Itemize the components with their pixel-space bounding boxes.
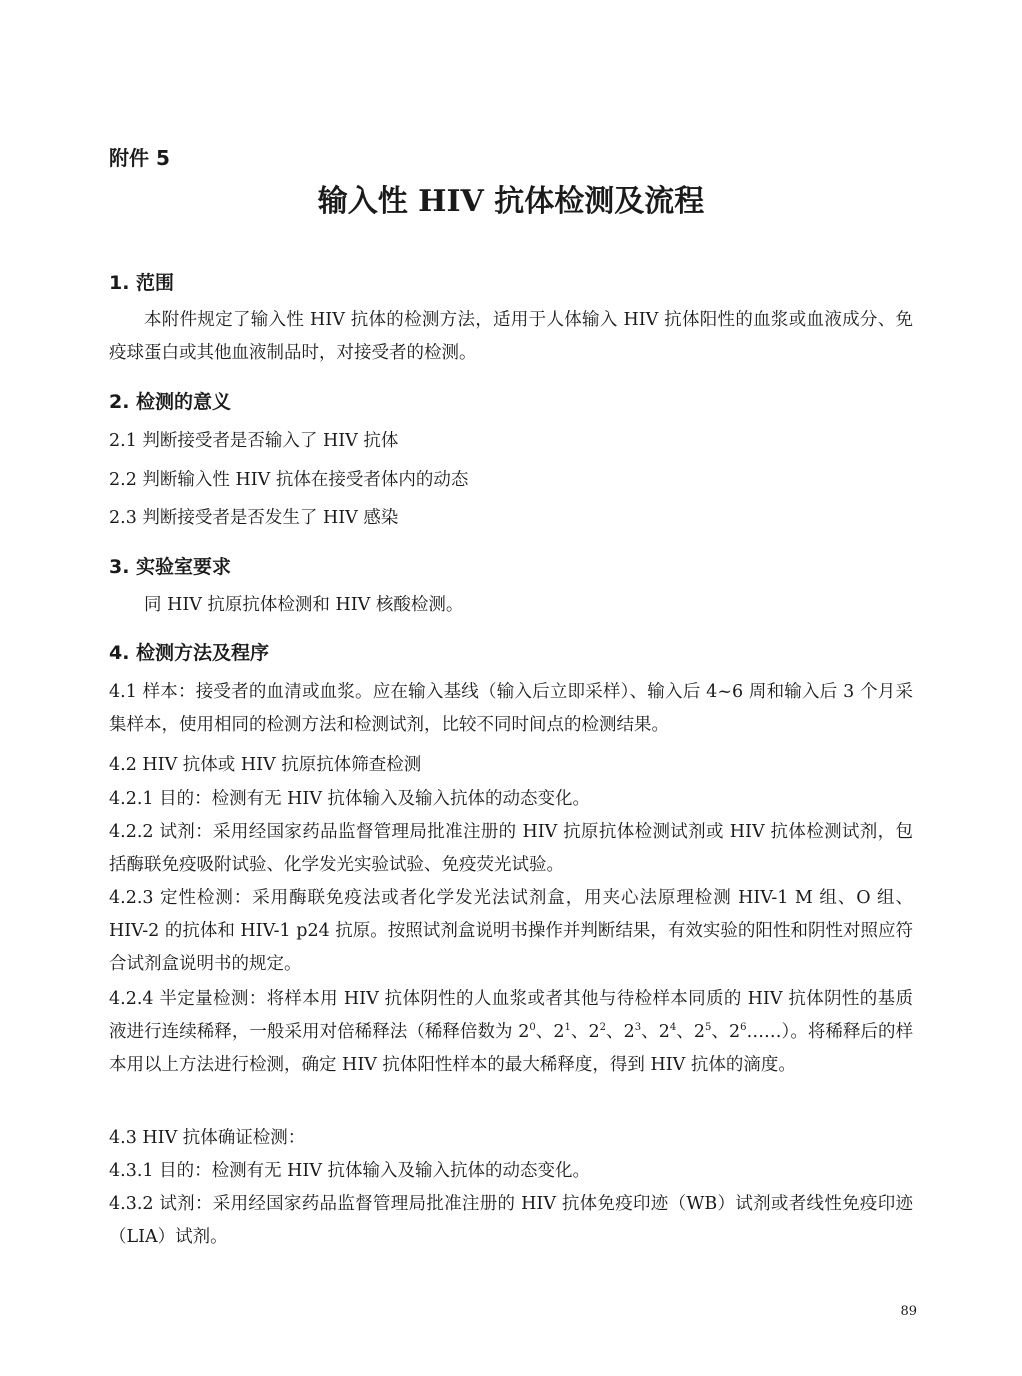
dilution-term: $2^0$ — [518, 1022, 536, 1042]
paragraph-4-1: 4.1 样本：接受者的血清或血浆。应在输入基线（输入后立即采样）、输入后 4~6 周和输入后 3 个月采集样本，使用相同的检测方法和检测试剂，比较不同时间点的检测结果。 — [109, 682, 913, 735]
dilution-term: $2^1$ — [553, 1022, 571, 1042]
page-number: 89 — [900, 1304, 917, 1319]
dilution-term: $2^5$ — [693, 1022, 712, 1042]
section-2-item-2: 2.2 判断输入性 HIV 抗体在接受者体内的动态 — [109, 470, 469, 490]
paragraph-4-2-4 — [109, 983, 913, 1082]
paragraph-4-2-1: 4.2.1 目的：检测有无 HIV 抗体输入及输入抗体的动态变化。 — [109, 789, 591, 809]
paragraph-4-3-1: 4.3.1 目的：检测有无 HIV 抗体输入及输入抗体的动态变化。 — [109, 1161, 591, 1181]
section-3-heading: 3. 实验室要求 — [109, 556, 232, 578]
section-2-item-1: 2.1 判断接受者是否输入了 HIV 抗体 — [109, 431, 399, 451]
dilution-exponent: 5 — [704, 1022, 712, 1033]
section-2-heading: 2. 检测的意义 — [109, 391, 232, 413]
paragraph-4-2-4-lead: 4.2.4 半定量检测：将样本用 HIV 抗体阴性的人血浆或者其他与待检样本同质的 HIV 抗体阴性的基质液进行连续稀释，一般采用对倍稀释法（稀释倍数为 — [109, 989, 913, 1042]
section-2-item-3: 2.3 判断接受者是否发生了 HIV 感染 — [109, 508, 399, 528]
dilution-exponent: 3 — [634, 1022, 642, 1033]
section-4-heading: 4. 检测方法及程序 — [109, 642, 270, 664]
dilution-exponent: 4 — [669, 1022, 677, 1033]
dilution-term: $2^3$ — [623, 1022, 642, 1042]
dilution-term: $2^6$ — [728, 1022, 747, 1042]
section-3-paragraph: 同 HIV 抗原抗体检测和 HIV 核酸检测。 — [144, 595, 464, 615]
paragraph-4-2-4-tail: ）。将稀释后的样本用以上方法进行检测，确定 HIV 抗体阳性样本的最大稀释度，得到 HIV 抗体的滴度。 — [109, 1022, 914, 1075]
paragraph-4-2: 4.2 HIV 抗体或 HIV 抗原抗体筛查检测 — [109, 755, 422, 775]
dilution-term: $2^4$ — [658, 1022, 677, 1042]
dilution-series: $2^0$、$2^1$、$2^2$、$2^3$、$2^4$、$2^5$、$2^6\dots\dots$ — [518, 1022, 782, 1042]
paragraph-4-3-2: 4.3.2 试剂：采用经国家药品监督管理局批准注册的 HIV 抗体免疫印迹（WB）试剂或者线性免疫印迹（LIA）试剂。 — [109, 1194, 913, 1247]
paragraph-4-2-3: 4.2.3 定性检测：采用酶联免疫法或者化学发光法试剂盒，用夹心法原理检测 HIV-1 M 组、O 组、HIV-2 的抗体和 HIV-1 p24 抗原。按照试剂盒说明书操作并判断结果，有效实验的阳性和阴性对照应符合试剂盒说明书的规定。 — [109, 888, 913, 974]
document-title: 输入性 HIV 抗体检测及流程 — [317, 184, 705, 219]
dilution-exponent: 2 — [599, 1022, 606, 1033]
dilution-exponent: 0 — [529, 1022, 536, 1033]
paragraph-4-2-2: 4.2.2 试剂：采用经国家药品监督管理局批准注册的 HIV 抗原抗体检测试剂或 HIV 抗体检测试剂，包括酶联免疫吸附试验、化学发光实验试验、免疫荧光试验。 — [109, 822, 913, 875]
dilution-term: $2^2$ — [588, 1022, 606, 1042]
annex-label: 附件 5 — [109, 146, 170, 170]
paragraph-4-3: 4.3 HIV 抗体确证检测： — [109, 1128, 306, 1148]
section-1-heading: 1. 范围 — [109, 272, 175, 294]
section-1-paragraph: 本附件规定了输入性 HIV 抗体的检测方法，适用于人体输入 HIV 抗体阳性的血浆或血液成分、免疫球蛋白或其他血液制品时，对接受者的检测。 — [109, 310, 913, 363]
dilution-exponent: 1 — [564, 1022, 571, 1033]
dilution-exponent: 6 — [740, 1022, 747, 1033]
